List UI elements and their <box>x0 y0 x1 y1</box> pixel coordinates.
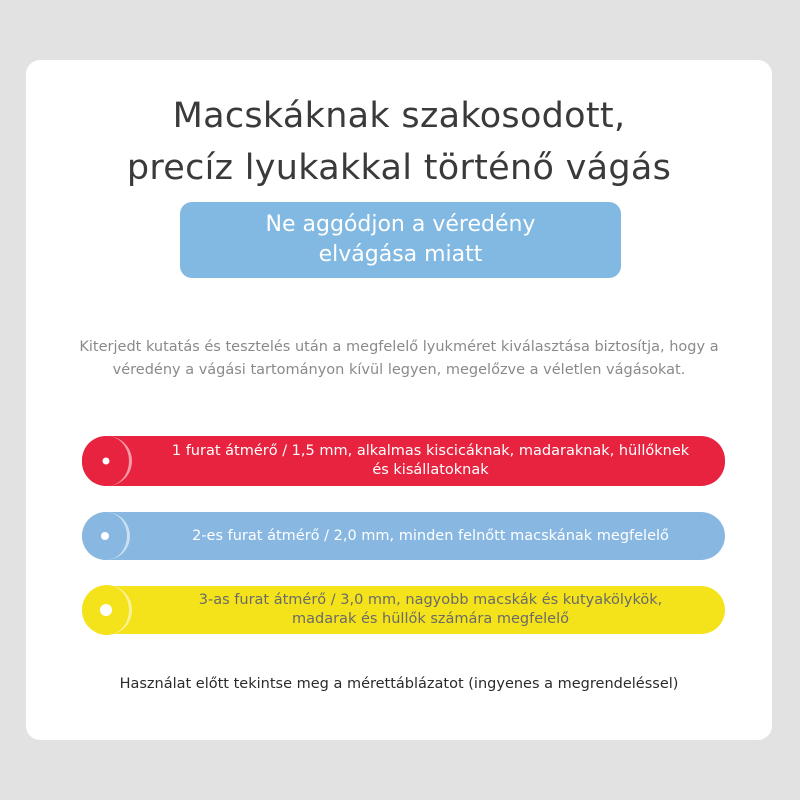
size-option-1-line-2: és kisállatoknak <box>372 462 489 478</box>
intro-text <box>54 336 744 382</box>
size-option-3-line-2: madarak és hüllők számára megfelelő <box>292 611 569 627</box>
size-option-3-line-1: 3-as furat átmérő / 3,0 mm, nagyobb macskák és kutyakölykök, <box>198 592 663 608</box>
subtitle-line-1: Ne aggódjon a véredény <box>265 212 536 237</box>
info-card <box>26 60 772 740</box>
subtitle-line-2: elvágása miatt <box>318 242 483 267</box>
size-option-2-line-1: 2-es furat átmérő / 2,0 mm, minden felnőtt macskának megfelelő <box>192 527 669 544</box>
size-option-3-text <box>144 586 717 634</box>
size-option-1-text <box>144 436 717 486</box>
page-title <box>26 90 772 194</box>
size-option-3 <box>82 586 725 634</box>
footer-note: Használat előtt tekintse meg a mérettáblázatot (ingyenes a megrendeléssel) <box>119 676 679 692</box>
hole-3-icon <box>82 585 132 635</box>
size-option-2-text <box>144 512 717 560</box>
size-option-1-line-1: 1 furat átmérő / 1,5 mm, alkalmas kiscicáknak, madaraknak, hüllőknek <box>171 443 690 459</box>
title-line-1: Macskáknak szakosodott, <box>172 96 626 136</box>
title-line-2: precíz lyukakkal történő vágás <box>126 148 672 188</box>
subtitle-pill <box>180 202 621 278</box>
size-option-1 <box>82 436 725 486</box>
intro-line-1: Kiterjedt kutatás és tesztelés után a megfelelő lyukméret kiválasztása biztosítja, hogy a <box>79 339 719 355</box>
hole-1-icon <box>82 436 132 486</box>
intro-line-2: véredény a vágási tartományon kívül legyen, megelőzve a véletlen vágásokat. <box>112 362 686 378</box>
hole-2-icon <box>82 512 130 560</box>
size-option-2 <box>82 512 725 560</box>
